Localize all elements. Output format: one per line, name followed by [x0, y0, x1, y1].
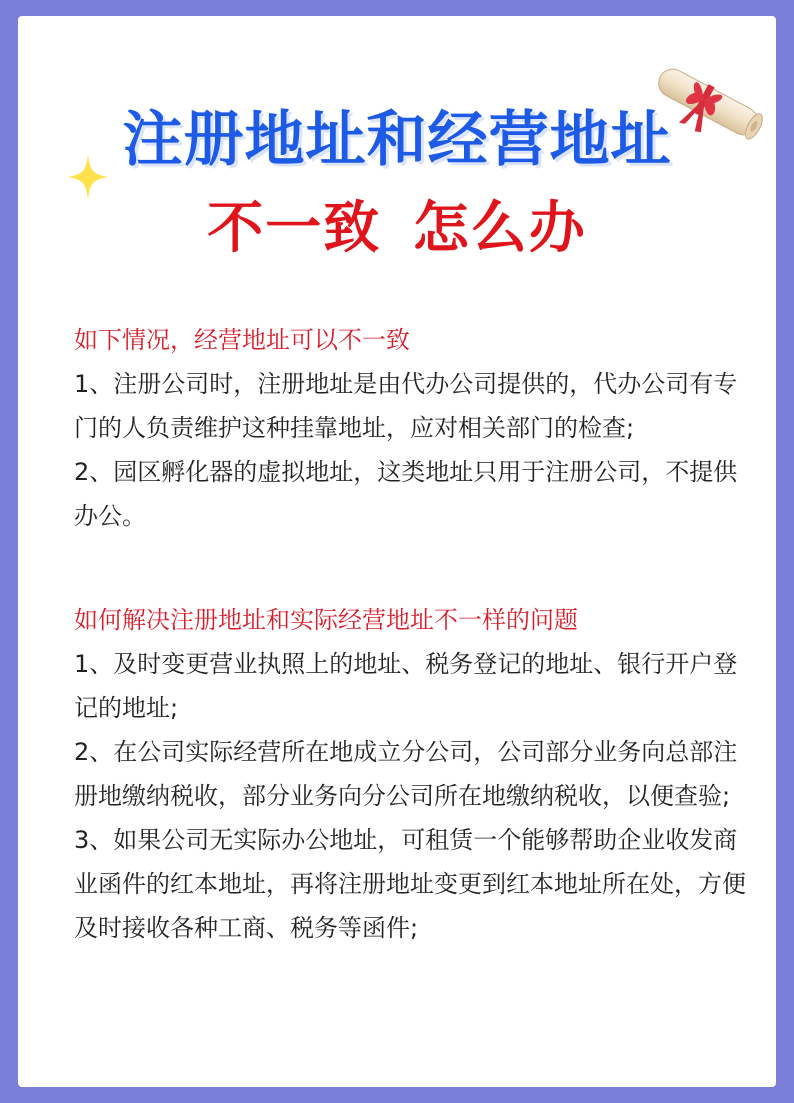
list-item: 3、如果公司无实际办公地址，可租赁一个能够帮助企业收发商业函件的红本地址，再将注册地址变更到红本地址所在处，方便及时接收各种工商、税务等函件; [74, 826, 746, 942]
section-conditions [74, 318, 754, 538]
section-solutions [74, 598, 754, 950]
list-item: 1、及时变更营业执照上的地址、税务登记的地址、银行开户登记的地址; [74, 650, 738, 722]
list-item: 2、在公司实际经营所在地成立分公司，公司部分业务向总部注册地缴纳税收，部分业务向分公司所在地缴纳税收，以便查验; [74, 738, 738, 810]
list-item: 2、园区孵化器的虚拟地址，这类地址只用于注册公司，不提供办公。 [74, 458, 738, 530]
section-heading: 如何解决注册地址和实际经营地址不一样的问题 [74, 606, 578, 634]
section-heading: 如下情况，经营地址可以不一致 [74, 326, 410, 354]
list-item: 1、注册公司时，注册地址是由代办公司提供的，代办公司有专门的人负责维护这种挂靠地址，应对相关部门的检查; [74, 370, 738, 442]
title-line-1: 注册地址和经营地址 [122, 105, 672, 175]
title-line-2: 不一致 怎么办 [207, 196, 587, 261]
content-card [18, 16, 776, 1087]
